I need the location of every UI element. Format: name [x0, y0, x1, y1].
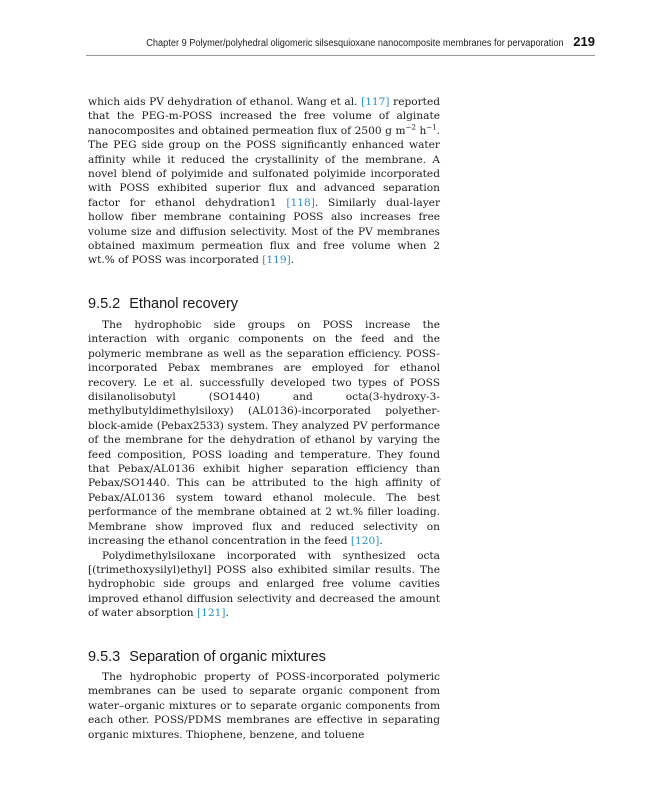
section-title: Ethanol recovery — [129, 296, 239, 312]
citation-link[interactable]: [120] — [350, 535, 380, 548]
text-run: The hydrophobic side groups on POSS increase the interaction with organic components on the feed and the polymeric membrane as well as the separation efficiency. POSS-incorporated Pebax membranes are employed for ethanol recovery. Le et al. successfully developed two types of POSS disilanolisobutyl (SO1440) and octa(3-hydroxy-3-methylbutyldimethylsiloxy) (AL0136)-incorporated polyether-block-amide (Pebax2533) system. They analyzed PV performance of the membrane for the dehydration of ethanol by varying the feed composition, POSS loading and temperature. They found that Pebax/AL0136 exhibit higher separation efficiency than Pebax/SO1440. This can be attributed to the high affinity of Pebax/AL0136 system toward ethanol molecule. The best performance of the membrane obtained at 2 wt.% filler loading. Membrane show improved flux and reduced selectivity on increasing the ethanol concentration in the feed — [88, 319, 440, 548]
paragraph — [88, 670, 440, 742]
text-run: . The PEG side group on the POSS significantly enhanced water affinity while it reduced the crystallinity of the membrane. A novel blend of polyimide and sulfonated polyimide incorporated with POSS exhibited superior flux and advanced separation factor for ethanol dehydration1 — [88, 124, 440, 209]
text-run: Polydimethylsiloxane incorporated with synthesized octa [(trimethoxysilyl)ethyl] POSS also exhibited similar results. The hydrophobic side groups and enlarged free volume cavities improved ethanol diffusion selectivity and decreased the amount of water absorption — [88, 549, 440, 620]
section-body-ethanol-recovery — [88, 318, 440, 621]
paragraph — [88, 549, 440, 621]
citation-link[interactable]: [118] — [286, 196, 315, 209]
running-header — [86, 34, 595, 56]
text-run: . Similarly dual-layer hollow fiber membrane containing POSS also increases free volume size and diffusion selectivity. Most of the PV membranes obtained maximum permeation flux and free volume when 2 wt.% of POSS was incorporated — [88, 196, 441, 267]
section-title: Separation of organic mixtures — [129, 649, 326, 665]
text-run: The hydrophobic property of POSS-incorporated polymeric membranes can be used to separate organic component from water–organic mixtures or to separate organic components from each other. POSS/PDMS membranes are effective in separating organic mixtures. Thiophene, benzene, and toluene — [88, 671, 440, 741]
text-run: reported that the PEG-m-POSS increased the free volume of alginate nanocomposites and obtained permeation flux of 2500 g m — [88, 96, 440, 137]
section-number: 9.5.3 — [88, 649, 121, 665]
superscript: −1 — [426, 123, 437, 132]
section-number: 9.5.2 — [88, 296, 121, 312]
section-heading-9-5-2 — [88, 296, 238, 312]
superscript: −2 — [405, 123, 416, 132]
text-run: h — [415, 124, 427, 137]
text-run: . — [290, 254, 295, 267]
citation-link[interactable]: [119] — [262, 254, 291, 267]
section-body-organic-mixtures — [88, 670, 440, 742]
text-run: . — [379, 535, 383, 548]
running-title: Chapter 9 Polymer/polyhedral oligomeric silsesquioxane nanocomposite membranes for pervaporation — [146, 38, 564, 49]
paragraph-continuation — [88, 95, 440, 268]
paragraph — [88, 95, 440, 268]
citation-link[interactable]: [121] — [196, 607, 226, 620]
citation-link[interactable]: [117] — [361, 96, 390, 108]
page-number: 219 — [573, 34, 595, 49]
paragraph — [88, 318, 440, 549]
section-heading-9-5-3 — [88, 649, 326, 665]
text-run: which aids PV dehydration of ethanol. Wang et al. — [88, 96, 362, 108]
text-run: . — [225, 607, 229, 620]
